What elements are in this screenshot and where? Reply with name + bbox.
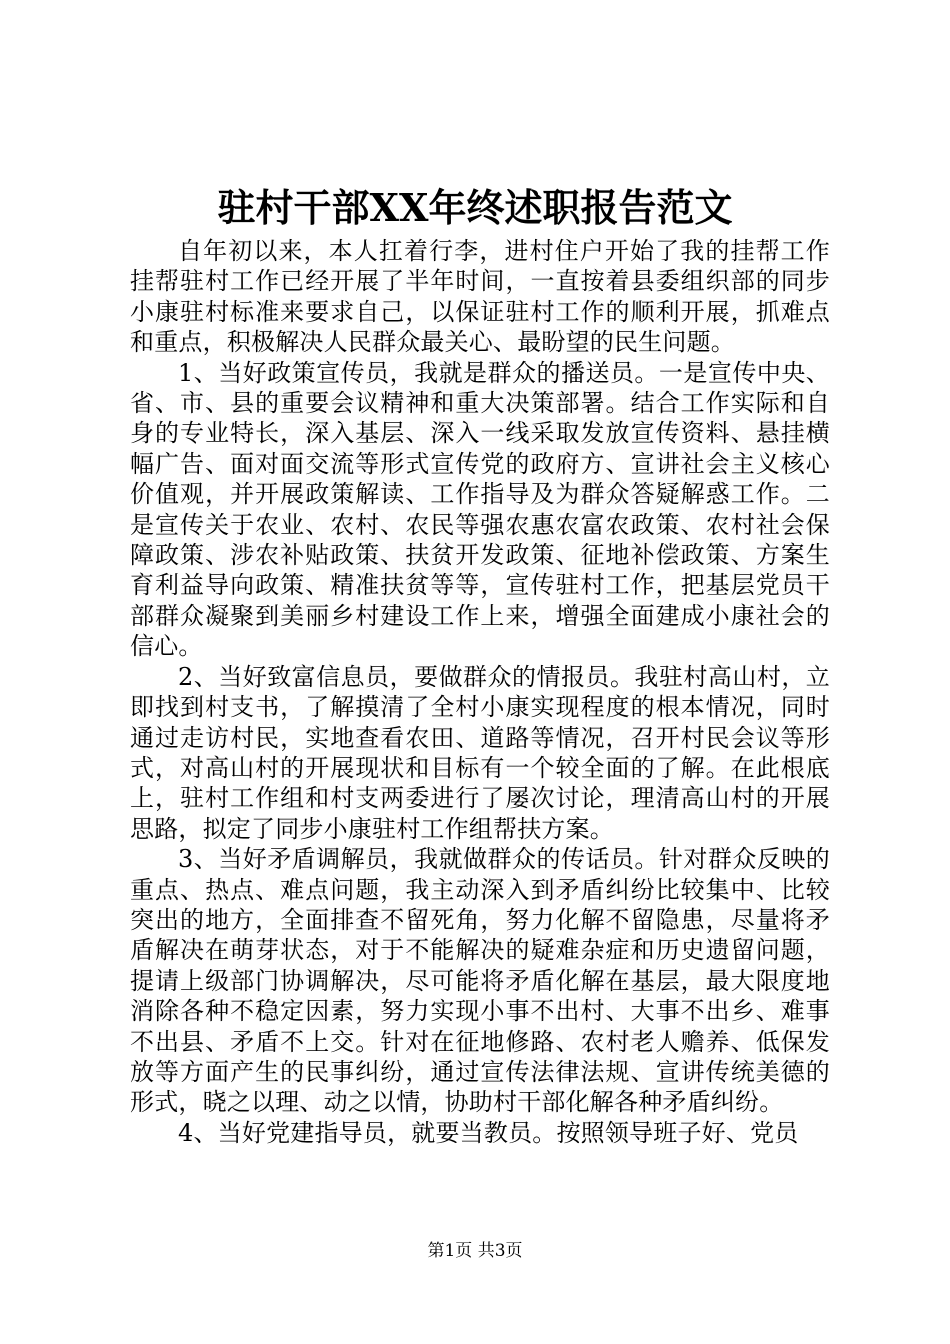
document-body [130, 236, 830, 1148]
paragraph-party-building: 4、当好党建指导员，就要当教员。按照领导班子好、党员 [178, 1118, 799, 1147]
paragraph-conflict-mediation: 3、当好矛盾调解员，我就做群众的传话员。针对群众反映的重点、热点、难点问题，我主动深入到矛盾纠纷比较集中、比较突出的地方，全面排查不留死角，努力化解不留隐患，尽量将矛盾解决在萌芽状态，对于不能解决的疑难杂症和历史遗留问题，提请上级部门协调解决，尽可能将矛盾化解在基层，最大限度地消除各种不稳定因素，努力实现小事不出村、大事不出乡、难事不出县、矛盾不上交。针对在征地修路、农村老人赡养、低保发放等方面产生的民事纠纷，通过宣传法律法规、宣讲传统美德的形式，晓之以理、动之以情，协助村干部化解各种矛盾纠纷。 [130, 845, 830, 1117]
paragraph-wealth-information: 2、当好致富信息员，要做群众的情报员。我驻村高山村，立即找到村支书，了解摸清了全村小康实现程度的根本情况，同时通过走访村民，实地查看农田、道路等情况，召开村民会议等形式，对高山村的开展现状和目标有一个较全面的了解。在此根底上，驻村工作组和村支两委进行了屡次讨论，理清高山村的开展思路，拟定了同步小康驻村工作组帮扶方案。 [130, 662, 830, 843]
paragraph-intro: 自年初以来，本人扛着行李，进村住户开始了我的挂帮工作挂帮驻村工作已经开展了半年时间，一直按着县委组织部的同步小康驻村标准来要求自己，以保证驻村工作的顺利开展，抓难点和重点，积极解决人民群众最关心、最盼望的民生问题。 [130, 237, 830, 357]
page-number: 第1页 共3页 [427, 1241, 523, 1261]
document-title: 驻村干部XX年终述职报告范文 [217, 185, 733, 230]
paragraph-policy-publicity: 1、当好政策宣传员，我就是群众的播送员。一是宣传中央、省、市、县的重要会议精神和重大决策部署。结合工作实际和自身的专业特长，深入基层、深入一线采取发放宣传资料、悬挂横幅广告、面对面交流等形式宣传党的政府方、宣讲社会主义核心价值观，并开展政策解读、工作指导及为群众答疑解惑工作。二是宣传关于农业、农村、农民等强农惠农富农政策、农村社会保障政策、涉农补贴政策、扶贫开发政策、征地补偿政策、方案生育利益导向政策、精准扶贫等等，宣传驻村工作，把基层党员干部群众凝聚到美丽乡村建设工作上来，增强全面建成小康社会的信心。 [130, 358, 830, 661]
